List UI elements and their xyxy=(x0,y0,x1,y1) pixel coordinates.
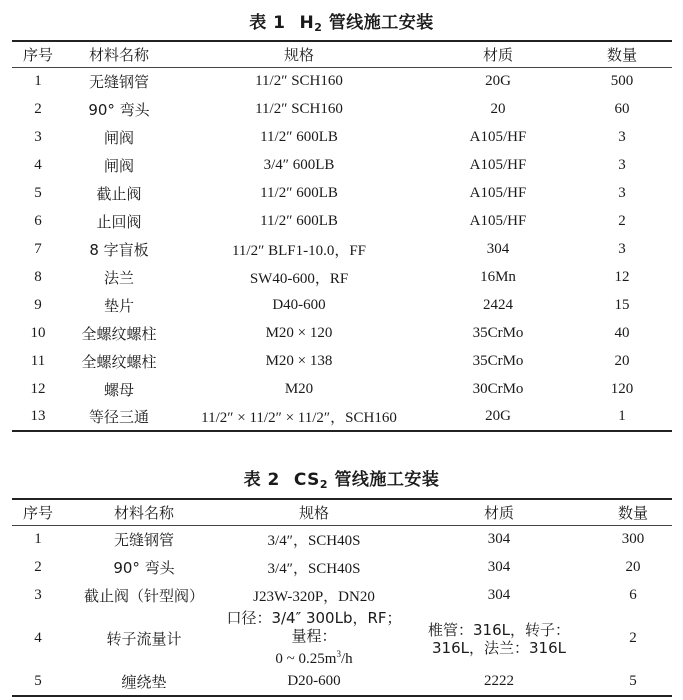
cell-quantity: 3 xyxy=(618,156,626,173)
cell-index: 11 xyxy=(30,352,46,369)
table-row xyxy=(12,553,672,581)
cell-material xyxy=(404,609,594,668)
table1-caption-formula: $H_2$ xyxy=(299,13,323,34)
cell-spec: J23W-320P，DN20 xyxy=(253,588,375,605)
cell-material-name: 转子流量计 xyxy=(106,630,182,648)
cell-index: 4 xyxy=(34,156,42,173)
cell-material: A105/HF xyxy=(469,184,527,201)
cell-spec xyxy=(224,609,404,668)
header-index: 序号 xyxy=(22,503,53,522)
table2-caption-formula: $CS_2$ xyxy=(293,470,329,491)
cell-spec: 11/2″ 600LB xyxy=(260,184,338,201)
cell-index: 5 xyxy=(34,184,42,201)
cell-quantity: 120 xyxy=(610,380,634,397)
cell-index: 13 xyxy=(30,408,46,424)
table1-caption-suffix: 管线施工安装 xyxy=(328,13,434,33)
cell-quantity: 3 xyxy=(618,240,626,257)
cell-material-name: 全螺纹螺柱 xyxy=(81,352,157,371)
header-spec: 规格 xyxy=(283,45,314,64)
table-header-row xyxy=(12,41,672,67)
cell-quantity: 2 xyxy=(618,212,626,229)
cell-index: 9 xyxy=(34,296,42,313)
header-index: 序号 xyxy=(22,45,53,64)
table-header-row xyxy=(12,499,672,525)
cell-quantity: 300 xyxy=(621,530,645,547)
cell-spec: 11/2″ × 11/2″ × 11/2″，SCH160 xyxy=(201,410,397,426)
cell-spec: M20 × 120 xyxy=(265,324,333,341)
table2-caption xyxy=(0,465,683,491)
cell-quantity: 2 xyxy=(629,630,637,646)
cell-spec: 3/4″，SCH40S xyxy=(267,532,361,549)
table-row xyxy=(12,67,672,95)
table-row xyxy=(12,95,672,123)
cell-spec: 11/2″ SCH160 xyxy=(255,100,343,117)
cell-quantity: 500 xyxy=(610,72,634,89)
cell-material-name: 缠绕垫 xyxy=(121,673,167,691)
cell-index: 10 xyxy=(30,324,46,341)
cell-material-name: 止回阀 xyxy=(96,212,142,231)
cell-spec: 11/2″ BLF1-10.0，FF xyxy=(231,242,367,259)
table1-caption xyxy=(0,8,683,34)
cell-quantity: 40 xyxy=(614,324,630,341)
cell-index: 1 xyxy=(34,72,42,89)
cell-material-name: 闸阀 xyxy=(103,156,134,175)
cell-material: 35CrMo xyxy=(472,352,524,369)
cell-index: 2 xyxy=(34,558,42,575)
cell-material-name: 法兰 xyxy=(103,268,134,287)
header-quantity: 数量 xyxy=(606,45,637,64)
cell-material: 16Mn xyxy=(480,268,516,285)
cell-quantity: 20 xyxy=(614,352,630,369)
cell-index: 2 xyxy=(34,100,42,117)
cell-material: 2424 xyxy=(483,296,513,313)
table2 xyxy=(12,498,672,697)
cell-material: 20G xyxy=(485,408,511,424)
material-line-1: 椎管：316L，转子： xyxy=(428,620,570,639)
cell-material: 20 xyxy=(490,100,506,117)
cell-quantity: 3 xyxy=(618,128,626,145)
cell-material-name: 螺母 xyxy=(103,380,134,399)
cell-index: 12 xyxy=(30,380,46,397)
spec-line-1: 口径：3/4″ 300Lb，RF；量程： xyxy=(226,609,402,645)
cell-material-name: 截止阀（针型阀） xyxy=(83,586,204,605)
table-row xyxy=(12,403,672,431)
cell-quantity: 5 xyxy=(629,673,637,689)
table2-caption-suffix: 管线施工安装 xyxy=(334,470,440,490)
table-row xyxy=(12,235,672,263)
cell-material: 30CrMo xyxy=(472,380,524,397)
header-material-name: 材料名称 xyxy=(88,45,149,64)
cell-material: 304 xyxy=(487,530,511,547)
table1 xyxy=(12,40,672,432)
cell-index: 7 xyxy=(34,240,42,257)
table-row xyxy=(12,319,672,347)
cell-spec: 11/2″ 600LB xyxy=(260,212,338,229)
header-material: 材质 xyxy=(483,503,514,522)
table-row xyxy=(12,207,672,235)
cell-material-name: 90° 弯头 xyxy=(113,558,175,577)
table2-caption-prefix: 表 2 xyxy=(243,470,280,490)
table-row xyxy=(12,151,672,179)
cell-material-name: 90° 弯头 xyxy=(88,100,150,119)
cell-material-name: 8 字盲板 xyxy=(89,240,149,259)
table-row xyxy=(12,123,672,151)
header-material: 材质 xyxy=(482,45,513,64)
cell-material-name: 无缝钢管 xyxy=(113,530,174,549)
cell-index: 3 xyxy=(34,586,42,603)
cell-spec: 11/2″ SCH160 xyxy=(255,72,343,89)
cell-material-name: 全螺纹螺柱 xyxy=(81,324,157,343)
cell-quantity: 60 xyxy=(614,100,630,117)
table-row xyxy=(12,347,672,375)
cell-material: 20G xyxy=(485,72,511,89)
cell-material: A105/HF xyxy=(469,128,527,145)
table-row xyxy=(12,609,672,668)
table-row xyxy=(12,179,672,207)
table-row xyxy=(12,581,672,609)
cell-index: 1 xyxy=(34,530,42,547)
cell-material: 2222 xyxy=(484,673,514,689)
cell-index: 8 xyxy=(34,268,42,285)
cell-quantity: 1 xyxy=(618,408,626,424)
spec-line-2: 0 ~ $0.25m^3/h$ xyxy=(275,649,353,667)
cell-spec: SW40-600，RF xyxy=(249,270,349,287)
material-line-2: 316L，法兰：316L xyxy=(432,638,566,657)
cell-material-name: 无缝钢管 xyxy=(88,72,149,91)
cell-quantity: 3 xyxy=(618,184,626,201)
cell-material-name: 截止阀 xyxy=(96,184,142,203)
cell-spec: 11/2″ 600LB xyxy=(260,128,338,145)
cell-spec: D20-600 xyxy=(287,673,341,689)
cell-quantity: 15 xyxy=(614,296,630,313)
cell-index: 5 xyxy=(34,673,42,689)
table-row xyxy=(12,668,672,696)
cell-index: 4 xyxy=(34,630,42,646)
cell-material: 35CrMo xyxy=(472,324,524,341)
cell-spec: 3/4″，SCH40S xyxy=(267,560,361,577)
cell-spec: 3/4″ 600LB xyxy=(263,156,335,173)
cell-material: 304 xyxy=(486,240,510,257)
cell-material: 304 xyxy=(487,586,511,603)
cell-quantity: 20 xyxy=(625,558,641,575)
table-row xyxy=(12,375,672,403)
table-row xyxy=(12,263,672,291)
cell-spec: D40-600 xyxy=(272,296,326,313)
header-quantity: 数量 xyxy=(617,503,648,522)
cell-material: 304 xyxy=(487,558,511,575)
table-row xyxy=(12,291,672,319)
cell-material: A105/HF xyxy=(469,212,527,229)
cell-material-name: 等径三通 xyxy=(88,408,149,426)
cell-material: A105/HF xyxy=(469,156,527,173)
cell-material-name: 闸阀 xyxy=(103,128,134,147)
header-material-name: 材料名称 xyxy=(113,503,174,522)
cell-material-name: 垫片 xyxy=(103,296,134,315)
table-row xyxy=(12,525,672,553)
cell-index: 6 xyxy=(34,212,42,229)
cell-spec: M20 × 138 xyxy=(265,352,333,369)
header-spec: 规格 xyxy=(298,503,329,522)
cell-index: 3 xyxy=(34,128,42,145)
table1-caption-prefix: 表 1 xyxy=(249,13,286,33)
cell-quantity: 6 xyxy=(629,586,637,603)
cell-spec: M20 xyxy=(284,380,314,397)
cell-quantity: 12 xyxy=(614,268,630,285)
